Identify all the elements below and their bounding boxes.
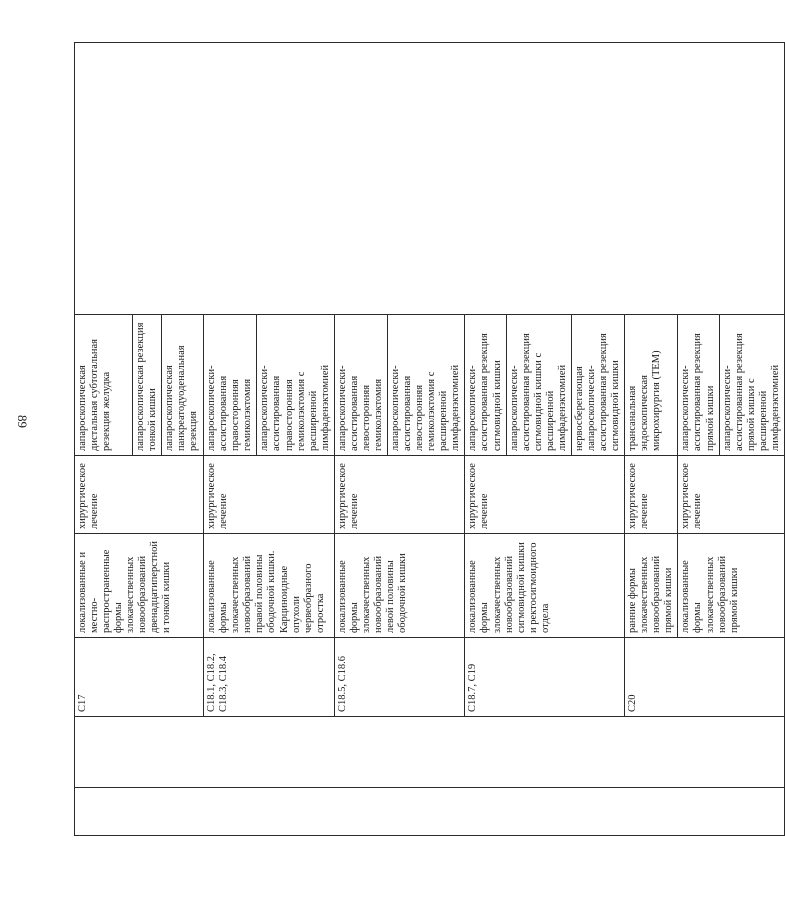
treatment-cell: хирургическое лечение bbox=[334, 456, 465, 534]
condition-cell: локализованные и местно-распространенные формы злокачественных новообразований двенадцатиперстной и тонкой кишки bbox=[75, 534, 204, 638]
treatment-cell: хирургическое лечение bbox=[465, 456, 625, 534]
method-cell: нервосберегающая лапароскопически-ассистированная резекция сигмовидной кишки bbox=[571, 315, 624, 456]
method-cell: лапароскопически-ассистированная правосторонняя гемиколэктомия с расширенной лимфаденэктомией bbox=[257, 315, 334, 456]
code-cell: C18.1, C18.2, C18.3, C18.4 bbox=[204, 638, 335, 717]
method-cell: лапароскопическая резекция тонкой кишки bbox=[133, 315, 162, 456]
condition-cell: локализованные формы злокачественных новообразований сигмовидной кишки и ректосигмоидного отдела bbox=[465, 534, 625, 638]
blank-column-last bbox=[75, 43, 785, 315]
blank-column-2 bbox=[75, 717, 785, 788]
treatment-cell: хирургическое лечение bbox=[75, 456, 204, 534]
page-number: 89 bbox=[15, 415, 30, 428]
blank-column-1 bbox=[75, 788, 785, 836]
method-cell: лапароскопически-ассистированная левосторонняя гемиколэктомия с расширенной лимфаденэктомией bbox=[388, 315, 465, 456]
method-cell: лапароскопически-ассистированная резекция сигмовидной кишки bbox=[465, 315, 506, 456]
condition-cell: ранние формы злокачественных новообразований прямой кишки bbox=[625, 534, 678, 638]
rotated-table-frame bbox=[74, 43, 781, 836]
method-cell: трансанальная эндоскопическая микрохирургия (ТЕМ) bbox=[625, 315, 678, 456]
code-cell: C17 bbox=[75, 638, 204, 717]
method-cell: лапароскопически-ассистированная резекция прямой кишки с расширенной лимфаденэктомией bbox=[719, 315, 784, 456]
method-cell: лапароскопически-ассистированная резекция сигмовидной кишки с расширенной лимфаденэктомией bbox=[506, 315, 571, 456]
method-cell: лапароскопически-ассистированная левосторонняя гемиколэктомия bbox=[334, 315, 387, 456]
treatment-cell: хирургическое лечение bbox=[625, 456, 678, 534]
treatment-cell: хирургическое лечение bbox=[204, 456, 335, 534]
method-cell: лапароскопически-ассистированная правосторонняя гемиколэктомия bbox=[204, 315, 257, 456]
method-cell: лапароскопическая панкреатодуоденальная резекция bbox=[162, 315, 204, 456]
condition-cell: локализованные формы злокачественных новообразований левой половины ободочной кишки bbox=[334, 534, 465, 638]
code-cell: C20 bbox=[625, 638, 785, 717]
condition-cell: локализованные формы злокачественных новообразований правой половины ободочной кишки. Карциноидные опухоли червеобразного отростка bbox=[204, 534, 335, 638]
code-cell: C18.7, C19 bbox=[465, 638, 625, 717]
code-cell: C18.5, C18.6 bbox=[334, 638, 465, 717]
treatment-cell: хирургическое лечение bbox=[678, 456, 785, 534]
condition-cell: локализованные формы злокачественных новообразований прямой кишки bbox=[678, 534, 785, 638]
treatment-table bbox=[74, 42, 785, 836]
table-row bbox=[75, 43, 133, 836]
method-cell: лапароскопическая дистальная субтотальная резекция желудка bbox=[75, 315, 133, 456]
method-cell: лапароскопически-ассистированная резекция прямой кишки bbox=[678, 315, 719, 456]
